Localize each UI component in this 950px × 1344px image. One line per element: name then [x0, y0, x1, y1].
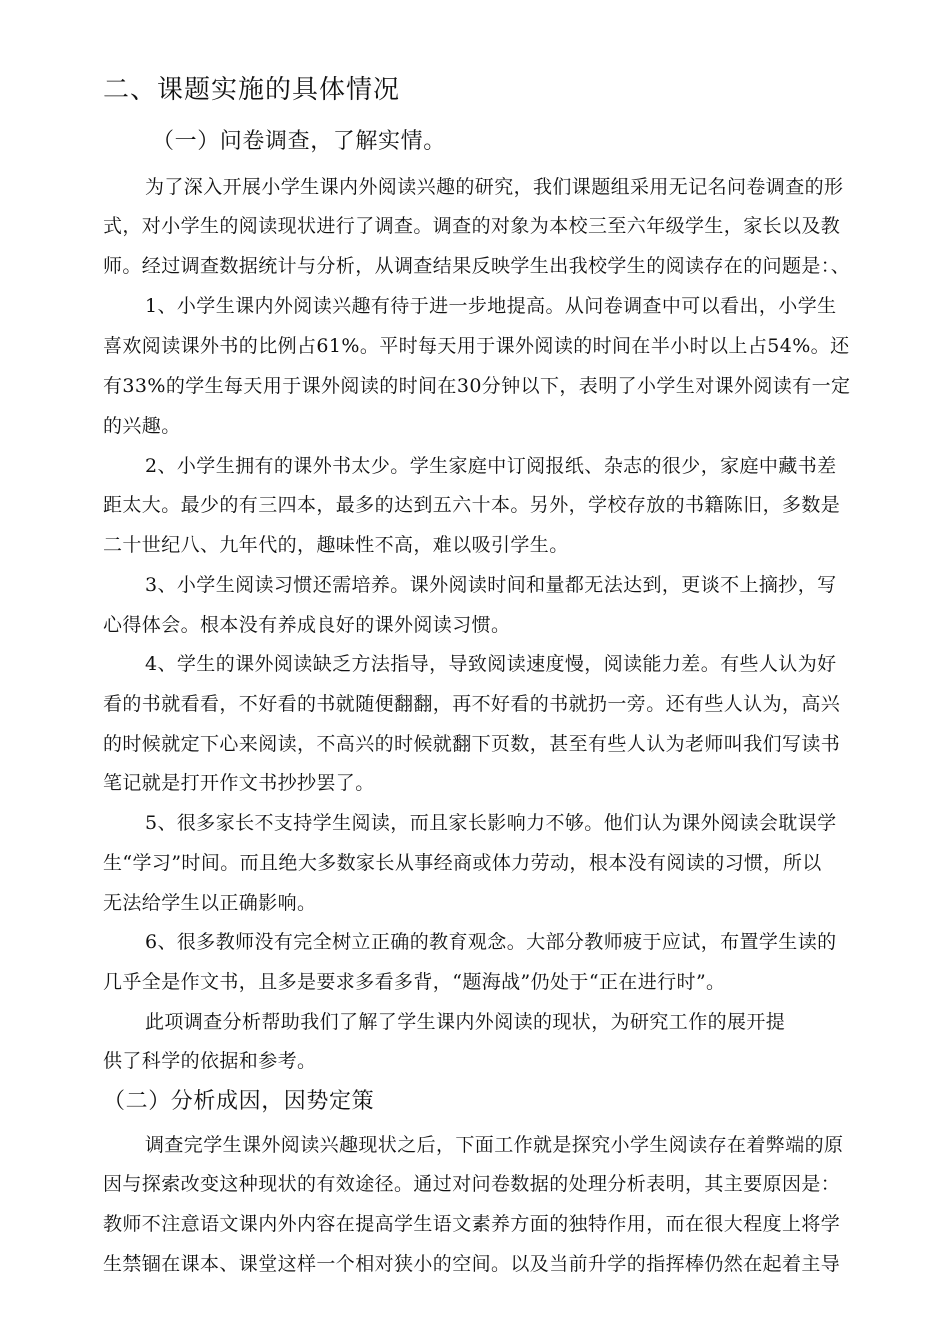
intro-line-1: 为了深入开展小学生课内外阅读兴趣的研究，我们课题组采用无记名问卷调查的形	[145, 176, 844, 198]
item-1-line-1: 1、小学生课内外阅读兴趣有待于进一步地提高。从问卷调查中可以看出，小学生	[145, 295, 837, 317]
item-5-line-3: 无法给学生以正确影响。	[103, 892, 317, 914]
item-2-line-3: 二十世纪八、九年代的，趣味性不高，难以吸引学生。	[103, 534, 569, 556]
section2-line-4: 生禁锢在课本、课堂这样一个相对狭小的空间。以及当前升学的指挥棒仍然在起着主导	[103, 1253, 841, 1275]
item-3-line-1: 3、小学生阅读习惯还需培养。课外阅读时间和量都无法达到，更谈不上摘抄，写	[145, 574, 837, 596]
item-5-line-2: 生“学习”时间。而且绝大多数家长从事经商或体力劳动，根本没有阅读的习惯，所以	[103, 852, 822, 874]
item-2-line-1: 2、小学生拥有的课外书太少。学生家庭中订阅报纸、杂志的很少，家庭中藏书差	[145, 455, 837, 477]
item-4-line-2: 看的书就看看，不好看的书就随便翻翻，再不好看的书就扔一旁。还有些人认为，高兴	[103, 693, 841, 715]
conclusion-line-1: 此项调查分析帮助我们了解了学生课内外阅读的现状，为研究工作的展开提	[145, 1011, 786, 1033]
item-1-line-4: 的兴趣。	[103, 415, 181, 437]
subsection-2-title: （二）分析成因，因势定策	[103, 1089, 375, 1114]
section2-line-3: 教师不注意语文课内外内容在提高学生语文素养方面的独特作用，而在很大程度上将学	[103, 1213, 841, 1235]
section2-line-2: 因与探索改变这种现状的有效途径。通过对问卷数据的处理分析表明，其主要原因是：	[103, 1173, 841, 1195]
item-5-line-1: 5、很多家长不支持学生阅读，而且家长影响力不够。他们认为课外阅读会耽误学	[145, 812, 837, 834]
subsection-1-title: （一）问卷调查，了解实情。	[152, 129, 446, 154]
conclusion-line-2: 供了科学的依据和参考。	[103, 1050, 317, 1072]
item-4-line-3: 的时候就定下心来阅读，不高兴的时候就翻下页数，甚至有些人认为老师叫我们写读书	[103, 733, 841, 755]
intro-line-3: 师。经过调查数据统计与分析，从调查结果反映学生出我校学生的阅读存在的问题是：、	[103, 255, 851, 277]
intro-line-2: 式，对小学生的阅读现状进行了调查。调查的对象为本校三至六年级学生，家长以及教	[103, 215, 841, 237]
item-4-line-4: 笔记就是打开作文书抄抄罢了。	[103, 772, 375, 794]
item-1-line-3: 有33%的学生每天用于课外阅读的时间在30分钟以下，表明了小学生对课外阅读有一定	[103, 375, 851, 397]
section-heading: 二、课题实施的具体情况	[103, 75, 401, 105]
item-2-line-2: 距太大。最少的有三四本，最多的达到五六十本。另外，学校存放的书籍陈旧，多数是	[103, 494, 841, 516]
item-6-line-1: 6、很多教师没有完全树立正确的教育观念。大部分教师疲于应试，布置学生读的	[145, 931, 837, 953]
item-1-line-2: 喜欢阅读课外书的比例占61%。平时每天用于课外阅读的时间在半小时以上占54%。还	[103, 335, 850, 357]
item-6-line-2: 几乎全是作文书，且多是要求多看多背，“题海战”仍处于“正在进行时”。	[103, 971, 726, 993]
section2-line-1: 调查完学生课外阅读兴趣现状之后，下面工作就是探究小学生阅读存在着弊端的原	[145, 1134, 844, 1156]
item-3-line-2: 心得体会。根本没有养成良好的课外阅读习惯。	[103, 614, 511, 636]
item-4-line-1: 4、学生的课外阅读缺乏方法指导，导致阅读速度慢，阅读能力差。有些人认为好	[145, 653, 837, 675]
